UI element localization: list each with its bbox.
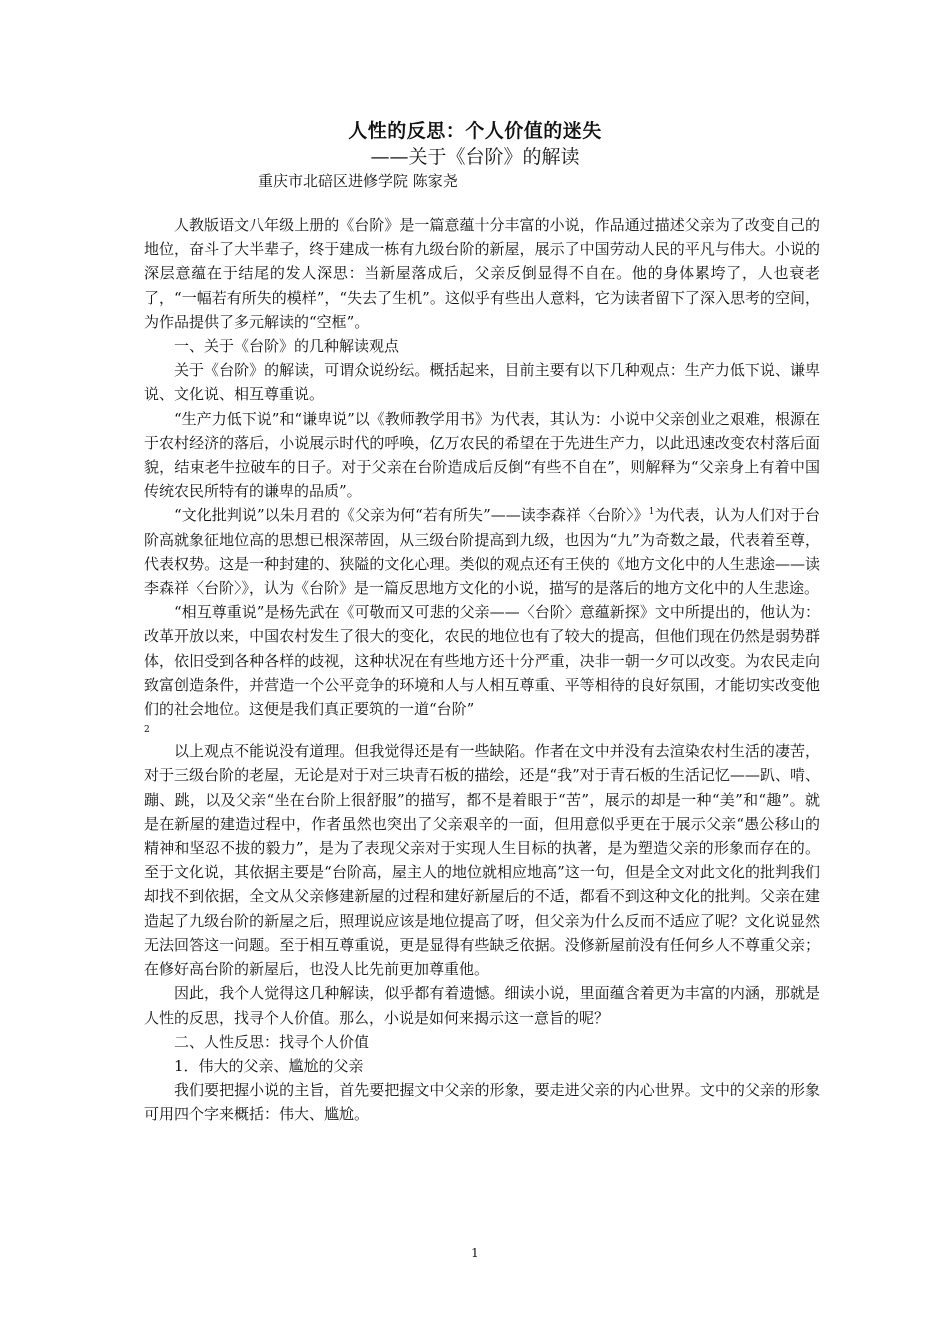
culture-text-after: 为代表，认为人们对于台阶高就象征地位高的思想已根深蒂固，从三级台阶提高到九级，也因为“九”为奇数之最，代表着至尊，代表权势。这是一种封建的、狭隘的文化心理。类似的观点还有王侠的《地方文化中的人生悲途——读李森祥〈台阶〉》，认为《台阶》是一篇反思地方文化的小说，描写的是落后的地方文化中的人生悲途。 xyxy=(144,506,820,598)
paragraph-intro: 人教版语文八年级上册的《台阶》是一篇意蕴十分丰富的小说，作品通过描述父亲为了改变自己的地位，奋斗了大半辈子，终于建成一栋有九级台阶的新屋，展示了中国劳动人民的平凡与伟大。小说的深层意蕴在于结尾的发人深思：当新屋落成后，父亲反倒显得不自在。他的身体累垮了，人也衰老了，“一幅若有所失的模样”，“失去了生机”。这似乎有些出人意料，它为读者留下了深入思考的空间，为作品提供了多元解读的“空框”。 xyxy=(144,216,820,331)
article-subtitle: ——关于《台阶》的解读 xyxy=(370,146,580,168)
paragraph-culture xyxy=(144,503,820,600)
article-title: 人性的反思：个人价值的迷失 xyxy=(348,120,602,142)
author-line: 重庆市北碚区进修学院 陈家尧 xyxy=(258,172,458,190)
section-heading-2: 二、人性反思：找寻个人价值 xyxy=(174,1032,370,1051)
footnote-marker-2: 2 xyxy=(144,725,150,736)
paragraph-productivity: “生产力低下说”和“谦卑说”以《教师教学用书》为代表，其认为：小说中父亲创业之艰难，根源在于农村经济的落后，小说展示时代的呼唤，亿万农民的希望在于先进生产力，以此迅速改变农村落后面貌，结束老牛拉破车的日子。对于父亲在台阶造成后反倒“有些不自在”，则解释为“父亲身上有着中国传统农民所特有的谦卑的品质”。 xyxy=(144,409,820,501)
paragraph-father: 我们要把握小说的主旨，首先要把握文中父亲的形象，要走进父亲的内心世界。文中的父亲的形象可用四个字来概括：伟大、尴尬。 xyxy=(144,1081,820,1124)
page-number: 1 xyxy=(471,1246,479,1260)
subsection-heading-1: 1．伟大的父亲、尴尬的父亲 xyxy=(174,1056,364,1075)
section-heading-1: 一、关于《台阶》的几种解读观点 xyxy=(174,337,400,356)
culture-text-before: “文化批判说”以朱月君的《父亲为何“若有所失”——读李森祥〈台阶〉》 xyxy=(174,506,649,525)
paragraph-conclusion: 因此，我个人觉得这几种解读，似乎都有着遗憾。细读小说，里面蕴含着更为丰富的内涵，那就是人性的反思，找寻个人价值。那么，小说是如何来揭示这一意旨的呢？ xyxy=(144,984,820,1027)
article-body xyxy=(144,213,820,1127)
paragraph-overview: 关于《台阶》的解读，可谓众说纷纭。概括起来，目前主要有以下几种观点：生产力低下说、谦卑说、文化说、相互尊重说。 xyxy=(144,361,820,404)
footnote-marker-1: 1 xyxy=(648,507,655,518)
paragraph-respect: “相互尊重说”是杨先武在《可敬而又可悲的父亲——〈台阶〉意蕴新探》文中所提出的，他认为：改革开放以来，中国农村发生了很大的变化，农民的地位也有了较大的提高，但他们现在仍然是弱势群体，依旧受到各种各样的歧视，这种状况在有些地方还十分严重，决非一朝一夕可以改变。为农民走向致富创造条件，并营造一个公平竞争的环境和人与人相互尊重、平等相待的良好氛围，才能切实改变他们的社会地位。这便是我们真正要筑的一道“台阶” xyxy=(144,603,820,719)
paragraph-critique: 以上观点不能说没有道理。但我觉得还是有一些缺陷。作者在文中并没有去渲染农村生活的凄苦，对于三级台阶的老屋，无论是对于对三块青石板的描绘，还是“我”对于青石板的生活记忆——趴、啃、蹦、跳，以及父亲“坐在台阶上很舒服”的描写，都不是着眼于“苦”，展示的却是一种“美”和“趣”。就是在新屋的建造过程中，作者虽然也突出了父亲艰辛的一面，但用意似乎更在于展示父亲“愚公移山的精神和坚忍不拔的毅力”，是为了表现父亲对于实现人生目标的执著，是为塑造父亲的形象而存在的。至于文化说，其依据主要是“台阶高，屋主人的地位就相应地高”这一句，但是全文对此文化的批判我们却找不到依据，全文从父亲修建新屋的过程和建好新屋后的不适，都看不到这种文化的批判。父亲在建造起了九级台阶的新屋之后，照理说应该是地位提高了呀，但父亲为什么反而不适应了呢？文化说显然无法回答这一问题。至于相互尊重说，更是显得有些缺乏依据。没修新屋前没有任何乡人不尊重父亲；在修好高台阶的新屋后，也没人比先前更加尊重他。 xyxy=(144,742,820,979)
